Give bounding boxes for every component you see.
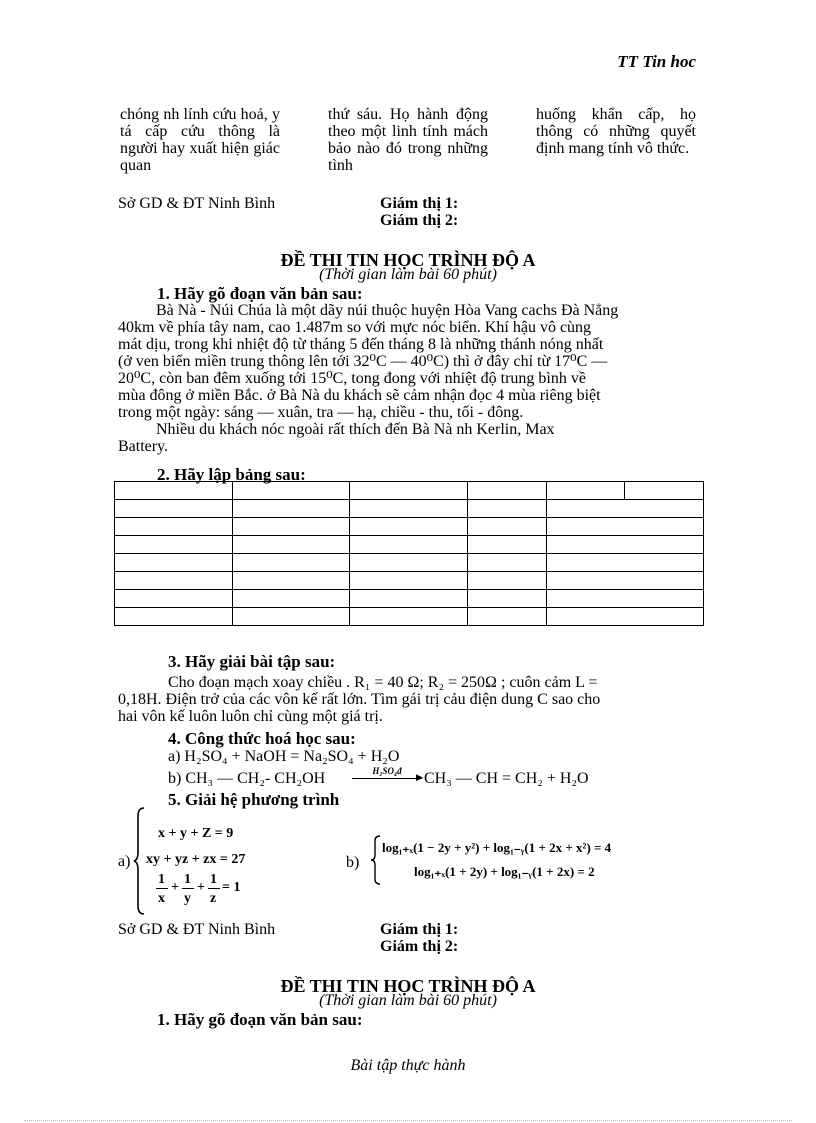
frac-bar: [208, 888, 220, 889]
table-cell: [546, 554, 703, 572]
reaction-condition: H₂SO₄đ: [372, 766, 402, 776]
system-b-eq2: log₁₊ₓ(1 + 2y) + log₁₋ᵧ(1 + 2x) = 2: [414, 864, 595, 879]
q4-equation-b-left: b) CH₃ — CH₂- CH₂OH: [168, 770, 326, 787]
table-cell: [233, 518, 349, 536]
table-cell: [115, 536, 233, 554]
table-cell: [233, 554, 349, 572]
q3-body: [118, 674, 696, 725]
q1-line: mùa đông ở miền Bắc. ở Bà Nà du khách sẽ cảm nhận đọc 4 mùa riêng biệt: [118, 387, 601, 404]
reaction-arrow-icon: ▶: [416, 772, 423, 782]
q2-heading: 2. Hãy lập bảng sau:: [157, 465, 306, 484]
system-b-brace-icon: [370, 834, 382, 886]
three-column-text: [120, 106, 696, 176]
table-row: [115, 590, 704, 608]
reaction-arrow-line: [352, 778, 422, 779]
rhs: = 1: [222, 880, 241, 895]
q4-heading: 4. Công thức hoá học sau:: [168, 729, 356, 748]
column-3: huống khẩn cấp, họ thông có những quyết định mang tính vô thức.: [536, 106, 696, 157]
table-cell: [625, 482, 704, 500]
frac-num: 1: [210, 872, 217, 887]
table-cell: [546, 536, 703, 554]
table-cell: [546, 608, 703, 626]
table-row: [115, 554, 704, 572]
page-header: TT Tin hoc: [617, 52, 696, 71]
frac-den: x: [158, 891, 165, 906]
q3-heading: 3. Hãy giải bài tập sau:: [168, 652, 336, 671]
q1-line: mát dịu, trong khi nhiệt độ từ tháng 5 đến tháng 8 là những thánh nóng nhất: [118, 336, 604, 353]
table-cell: [349, 536, 467, 554]
table-row: [115, 482, 704, 500]
table-cell: [115, 482, 233, 500]
table-cell: [468, 572, 547, 590]
page-bottom-rule: [24, 1120, 792, 1121]
plus-sign: +: [197, 880, 205, 895]
table-cell: [468, 590, 547, 608]
table-cell: [115, 608, 233, 626]
table-cell: [546, 482, 625, 500]
table-cell: [233, 572, 349, 590]
table-cell: [349, 608, 467, 626]
column-2: thứ sáu. Họ hành động theo một linh tính mách bảo nào đó trong những tình: [328, 106, 488, 174]
q4-equation-a: a) H₂SO₄ + NaOH = Na₂SO₄ + H₂O: [168, 748, 400, 765]
q5-heading: 5. Giải hệ phương trình: [168, 790, 340, 809]
exam-duration: (Thời gian làm bài 60 phút): [319, 266, 497, 283]
table-cell: [349, 572, 467, 590]
plus-sign: +: [171, 880, 179, 895]
column-1: chóng nh lính cứu hoả, y tá cấp cứu thông là người hay xuất hiện giác quan: [120, 106, 280, 174]
table-cell: [115, 500, 233, 518]
q4-equation-b-right: CH₃ — CH = CH₂ + H₂O: [424, 770, 589, 787]
table-cell: [546, 518, 703, 536]
table-cell: [115, 518, 233, 536]
q3-line: Cho đoạn mạch xoay chiều . R₁ = 40 Ω; R₂ = 250Ω ; cuôn cảm L =: [168, 674, 598, 691]
table-cell: [546, 500, 703, 518]
table-cell: [468, 500, 547, 518]
system-a-eq1: x + y + Z = 9: [158, 826, 234, 841]
school-name: Sở GD & ĐT Ninh Bình: [118, 195, 276, 212]
exam-duration-2: (Thời gian làm bài 60 phút): [319, 992, 497, 1009]
exam-title-2: ĐỀ THI TIN HỌC TRÌNH ĐỘ A: [280, 976, 536, 996]
frac-num: 1: [184, 872, 191, 887]
system-b-eq1: log₁₊ₓ(1 − 2y + y²) + log₁₋ᵧ(1 + 2x + x²) = 4: [382, 840, 612, 855]
frac-bar: [156, 888, 168, 889]
frac-bar: [182, 888, 194, 889]
q1-heading-2: 1. Hãy gõ đoạn văn bản sau:: [157, 1010, 363, 1029]
page-footer: Bài tập thực hành: [350, 1057, 466, 1074]
table-row: [115, 536, 704, 554]
school-name-2: Sở GD & ĐT Ninh Bình: [118, 921, 276, 938]
examiner-1: Giám thị 1:: [380, 195, 459, 212]
table-row: [115, 608, 704, 626]
table-cell: [349, 554, 467, 572]
table-cell: [468, 518, 547, 536]
table-cell: [546, 590, 703, 608]
table-cell: [468, 536, 547, 554]
table-cell: [115, 572, 233, 590]
table-cell: [349, 500, 467, 518]
system-a-eq3: [156, 872, 256, 912]
examiner-2: Giám thị 2:: [380, 212, 459, 229]
examiner-1-2: Giám thị 1:: [380, 921, 459, 938]
table-cell: [468, 554, 547, 572]
table-cell: [349, 482, 467, 500]
q1-line: 40km về phía tây nam, cao 1.487m so với mực nóc biển. Khí hậu vô cùng: [118, 319, 592, 336]
q1-line: Bà Nà - Núi Chúa là một dãy núi thuộc huyện Hòa Vang cachs Đà Nẳng: [156, 302, 619, 319]
empty-table: [114, 481, 704, 626]
table-cell: [233, 590, 349, 608]
examiner-2-2: Giám thị 2:: [380, 938, 459, 955]
table-cell: [233, 500, 349, 518]
q1-line: trong một ngày: sáng — xuân, tra — hạ, chiều - thu, tối - đông.: [118, 404, 524, 421]
q1-line: Nhiều du khách nóc ngoài rất thích đến Bà Nà nh Kerlin, Max: [156, 421, 555, 438]
table-cell: [468, 608, 547, 626]
frac-num: 1: [158, 872, 165, 887]
table-row: [115, 572, 704, 590]
q1-heading: 1. Hãy gõ đoạn văn bản sau:: [157, 284, 363, 303]
q1-line: 20⁰C, còn ban đêm xuống tới 15⁰C, tong đong với nhiệt độ trung bình về: [118, 370, 586, 387]
frac-den: y: [184, 891, 191, 906]
system-a-label: a): [118, 853, 131, 870]
table-cell: [115, 590, 233, 608]
q1-line: (ở ven biển miền trung thông lên tới 32⁰C — 40⁰C) thì ở đây chỉ từ 17⁰C —: [118, 353, 608, 370]
table-cell: [349, 518, 467, 536]
table-cell: [468, 482, 547, 500]
table-row: [115, 500, 704, 518]
system-b-label: b): [346, 854, 360, 871]
q3-line: 0,18H. Điện trở của các vôn kế rất lớn. Tìm gái trị cảu điện dung C sao cho: [118, 691, 601, 708]
q1-line: Battery.: [118, 438, 169, 455]
q1-paragraph-1: [118, 302, 696, 455]
q3-line: hai vôn kế luôn luôn chỉ cùng một giá trị.: [118, 708, 383, 725]
system-a-eq2: xy + yz + zx = 27: [146, 852, 246, 867]
table-cell: [233, 536, 349, 554]
table-cell: [115, 554, 233, 572]
table-row: [115, 518, 704, 536]
table-cell: [233, 608, 349, 626]
table-cell: [349, 590, 467, 608]
frac-den: z: [210, 891, 217, 906]
table-cell: [546, 572, 703, 590]
table-cell: [233, 482, 349, 500]
exam-title: ĐỀ THI TIN HỌC TRÌNH ĐỘ A: [280, 250, 536, 270]
